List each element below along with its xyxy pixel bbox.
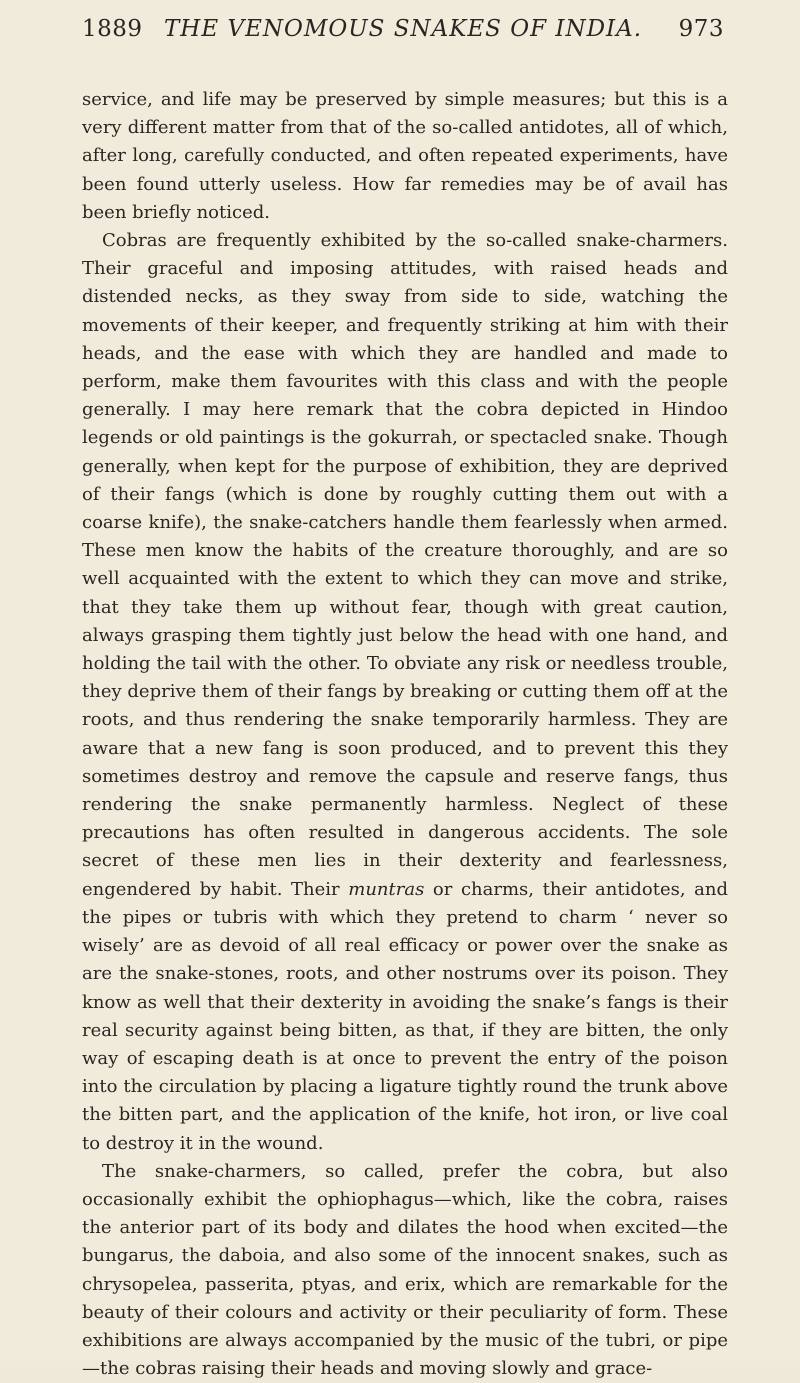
body-text [82,86,728,1383]
header-title: THE VENOMOUS SNAKES OF INDIA. [163,16,643,42]
paragraph-2-part-2: or charms, their antidotes, and the pipes or tubris with which they pretend to charm ‘ never so wisely’ are as devoid of all real efficacy or power over the snake as are the snake-stones, roots, and other nostrums over its poison. They know as well that their dexterity in avoiding the snake’s fangs is their real security against being bitten, as that, if they are bitten, the only way of escaping death is at once to prevent the entry of the poison into the circulation by placing a ligature tightly round the trunk above the bitten part, and the application of the knife, hot iron, or live coal to destroy it in the wound. [82,878,728,1154]
paragraph-3: The snake-charmers, so called, prefer the cobra, but also occasionally exhibit the ophiophagus—which, like the cobra, raises the anterior part of its body and dilates the hood when excited—the bungarus, the daboia, and also some of the innocent snakes, such as chrysopelea, passerita, ptyas, and erix, which are remarkable for the beauty of their colours and activity or their peculiarity of form. These exhibitions are always accompanied by the music of the tubri, or pipe—the cobras raising their heads and moving slowly and grace- [82,1160,728,1380]
paragraph-2-italic-term: muntras [348,878,425,900]
paragraph-2 [82,227,728,1158]
page-number: 973 [678,16,724,42]
running-header [82,16,724,52]
paragraph-2-part-1: Cobras are frequently exhibited by the so-called snake-charmers. Their graceful and imposing attitudes, with raised heads and distended necks, as they sway from side to side, watching the movements of their keeper, and frequently striking at him with their heads, and the ease with which they are handled and made to perform, make them favourites with this class and with the people generally. I may here remark that the cobra depicted in Hindoo legends or old paintings is the gokurrah, or spectacled snake. Though generally, when kept for the purpose of exhibition, they are deprived of their fangs (which is done by roughly cutting them out with a coarse knife), the snake-catchers handle them fearlessly when armed. These men know the habits of the creature thoroughly, and are so well acquainted with the extent to which they can move and strike, that they take them up without fear, though with great caution, always grasping them tightly just below the head with one hand, and holding the tail with the other. To obviate any risk or needless trouble, they deprive them of their fangs by breaking or cutting them off at the roots, and thus rendering the snake temporarily harmless. They are aware that a new fang is soon produced, and to prevent this they sometimes destroy and remove the capsule and reserve fangs, thus rendering the snake permanently harmless. Neglect of these precautions has often resulted in dangerous accidents. The sole secret of these men lies in their dexterity and fearlessness, engendered by habit. Their [82,230,728,900]
paragraph-1: service, and life may be preserved by simple measures; but this is a very different matter from that of the so-called antidotes, all of which, after long, carefully conducted, and often repeated experiments, have been found utterly useless. How far remedies may be of avail has been briefly noticed. [82,89,728,223]
header-year: 1889 [82,16,143,42]
